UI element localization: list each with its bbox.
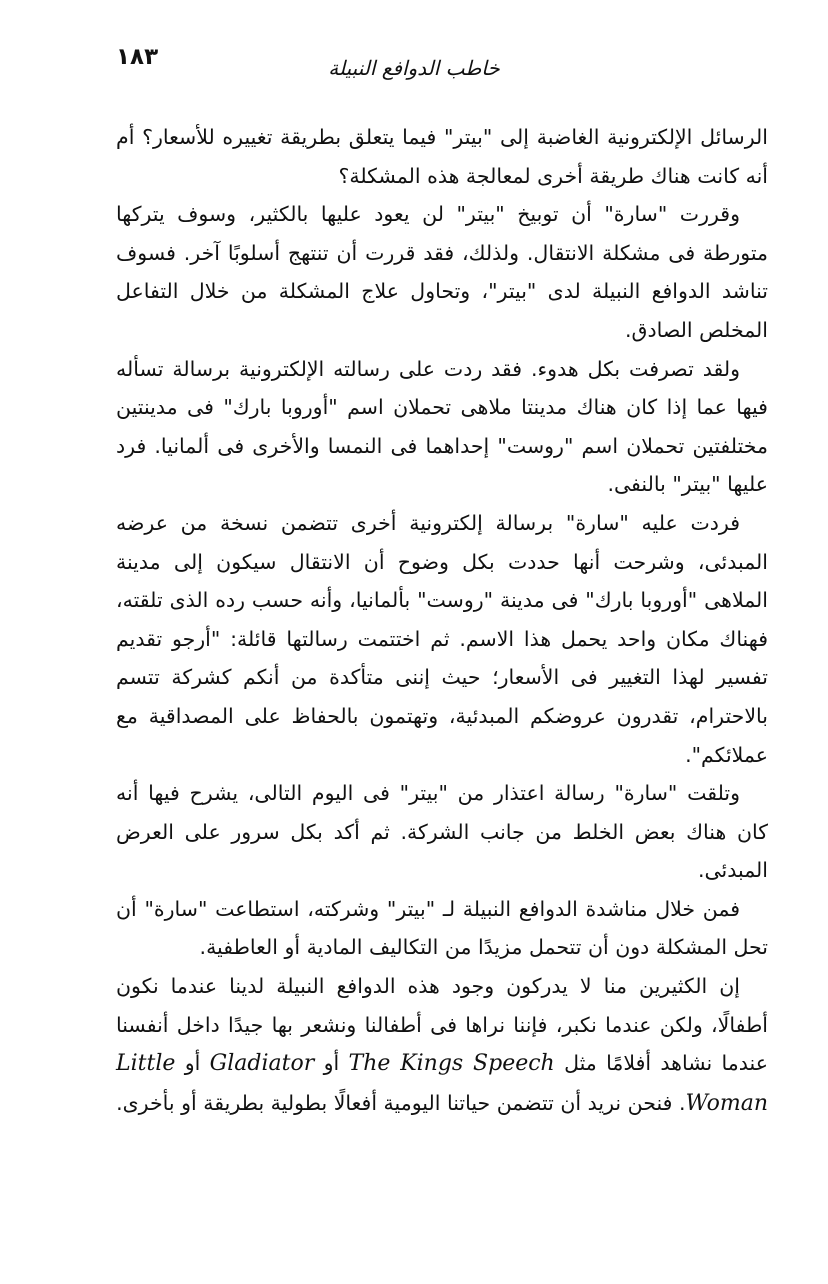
page-number: ١٨٣ xyxy=(116,44,159,70)
paragraph-6: فمن خلال مناشدة الدوافع النبيلة لـ "بيتر" وشركته، استطاعت "سارة" أن تحل المشكلة دون أن تتحمل مزيدًا من التكاليف المادية أو العاطفية. xyxy=(116,896,768,960)
paragraph-2: وقررت "سارة" أن توبيخ "بيتر" لن يعود عليها بالكثير، وسوف يتركها متورطة فى مشكلة الانتقال. ولذلك، فقد قررت أن تنتهج أسلوبًا آخر. فسوف تناشد الدوافع النبيلة لدى "بيتر"، وتحاول علاج المشكلة من خلال التفاعل المخلص الصادق. xyxy=(116,202,768,342)
film-title-little-woman: Little Woman xyxy=(116,1051,768,1116)
paragraph-7-text-1: إن الكثيرين منا لا يدركون وجود هذه الدوافع النبيلة لدينا عندما نكون أطفالًا، ولكن عندما نكبر، فإننا نراها فى أطفالنا ونشعر بها جيدًا داخل أنفسنا عندما نشاهد أفلامًا مثل xyxy=(116,974,768,1076)
paragraph-3: ولقد تصرفت بكل هدوء. فقد ردت على رسالته الإلكترونية برسالة تسأله فيها عما إذا كان هناك مدينتا ملاهى تحملان اسم "أوروبا بارك" فى مدينتين مختلفتين تحملان اسم "روست" إحداهما فى النمسا والأخرى فى ألمانيا. فرد عليها "بيتر" بالنفى. xyxy=(116,356,768,497)
running-title: خاطب الدوافع النبيلة xyxy=(328,56,500,80)
paragraph-1: الرسائل الإلكترونية الغاضبة إلى "بيتر" فيما يتعلق بطريقة تغييره للأسعار؟ أم أنه كانت هناك طريقة أخرى لمعالجة هذه المشكلة؟ xyxy=(116,125,768,188)
paragraph-7-text-2: أو xyxy=(314,1051,349,1076)
paragraph-7-text-4: . فنحن نريد أن تتضمن حياتنا اليومية أفعالًا بطولية بطريقة أو بأخرى. xyxy=(116,1090,686,1115)
body-text xyxy=(116,118,768,1123)
paragraph-7-text-3: أو xyxy=(175,1051,210,1076)
paragraph-4: فردت عليه "سارة" برسالة إلكترونية أخرى تتضمن نسخة من عرضه المبدئى، وشرحت أنها حددت بكل وضوح أن الانتقال سيكون إلى مدينة الملاهى "أوروبا بارك" فى مدينة "روست" بألمانيا، وأنه حسب رده الذى تلقته، فهناك مكان واحد يحمل هذا الاسم. ثم اختتمت رسالتها قائلة: "أرجو تقديم تفسير لهذا التغيير فى الأسعار؛ حيث إننى متأكدة من أنكم كشركة تتسم بالاحترام، تقدرون عروضكم المبدئية، وتهتمون بالحفاظ على المصداقية مع عملائكم". xyxy=(116,510,768,767)
paragraph-5: وتلقت "سارة" رسالة اعتذار من "بيتر" فى اليوم التالى، يشرح فيها أنه كان هناك بعض الخلط من جانب الشركة. ثم أكد بكل سرور على العرض المبدئى. xyxy=(116,781,768,883)
page-header xyxy=(116,44,712,84)
film-title-kings-speech: The Kings Speech xyxy=(348,1051,555,1077)
paragraph-7 xyxy=(116,967,768,1123)
film-title-gladiator: Gladiator xyxy=(209,1051,315,1077)
